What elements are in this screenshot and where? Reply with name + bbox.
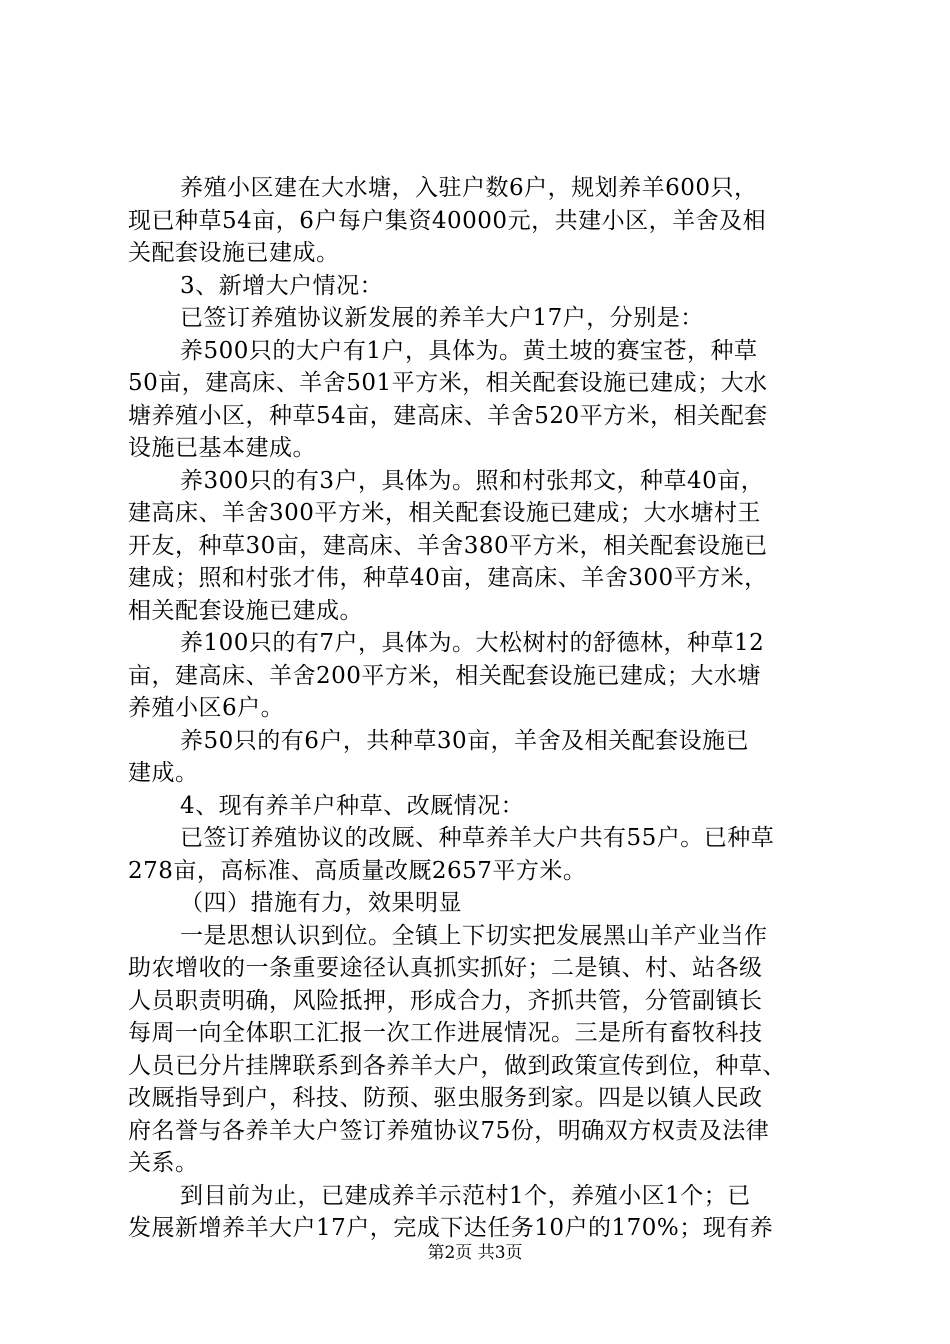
text-line: 一是思想认识到位。全镇上下切实把发展黑山羊产业当作 [180,922,768,949]
text-line: 塘养殖小区，种草54亩，建高床、羊舍520平方米，相关配套 [128,402,768,429]
text-line: 助农增收的一条重要途径认真抓实抓好；二是镇、村、站各级 [128,955,763,981]
text-line: 现已种草54亩，6户每户集资40000元，共建小区，羊舍及相 [128,207,767,234]
document-body [128,172,836,1245]
text-line: 相关配套设施已建成。 [128,597,363,624]
text-line: 到目前为止，已建成养羊示范村1个，养殖小区1个；已 [180,1182,751,1209]
text-line: 每周一向全体职工汇报一次工作进展情况。三是所有畜牧科技 [128,1020,763,1046]
text-line: 建成；照和村张才伟，种草40亩，建高床、羊舍300平方米， [128,565,768,591]
text-line: 养300只的有3户，具体为。照和村张邦文，种草40亩， [180,467,765,494]
text-line: 4、现有养羊户种草、改厩情况： [180,792,525,819]
text-line: 人员职责明确，风险抵押，形成合力，齐抓共管，分管副镇长 [128,987,763,1014]
text-line: 发展新增养羊大户17户，完成下达任务10户的170%；现有养 [128,1215,774,1241]
page-footer: 第2页 共3页 [427,1243,523,1263]
text-line: 278亩，高标准、高质量改厩2657平方米。 [128,857,587,884]
text-line: 养50只的有6户，共种草30亩，羊舍及相关配套设施已 [180,727,750,754]
text-line: 50亩，建高床、羊舍501平方米，相关配套设施已建成；大水 [128,370,768,396]
text-line: 养殖小区6户。 [128,695,285,721]
text-line: 已签订养殖协议新发展的养羊大户17户，分别是： [180,305,704,331]
text-line: 关系。 [128,1150,199,1176]
text-line: 养500只的大户有1户，具体为。黄土坡的赛宝苍，种草 [180,337,758,364]
text-line: 养殖小区建在大水塘，入驻户数6户，规划养羊600只， [180,175,758,201]
text-line: 开友，种草30亩，建高床、羊舍380平方米，相关配套设施已 [128,532,768,559]
text-line: 养100只的有7户，具体为。大松树村的舒德林，种草12 [180,630,765,656]
text-line: 设施已基本建成。 [128,435,316,461]
text-line: 已签订养殖协议的改厩、种草养羊大户共有55户。已种草 [180,825,775,851]
text-line: 亩，建高床、羊舍200平方米，相关配套设施已建成；大水塘 [128,662,761,689]
text-line: 关配套设施已建成。 [128,240,340,266]
text-line: 建高床、羊舍300平方米，相关配套设施已建成；大水塘村王 [128,500,761,526]
text-line: 3、新增大户情况： [180,272,384,299]
text-line: 人员已分片挂牌联系到各养羊大户，做到政策宣传到位，种草、 [128,1052,786,1079]
text-line: 府名誉与各养羊大户签订养殖协议75份，明确双方权责及法律 [128,1117,770,1144]
text-line: 改厩指导到户，科技、防预、驱虫服务到家。四是以镇人民政 [128,1085,763,1111]
text-line: （四）措施有力，效果明显 [180,890,462,916]
text-line: 建成。 [128,760,199,786]
